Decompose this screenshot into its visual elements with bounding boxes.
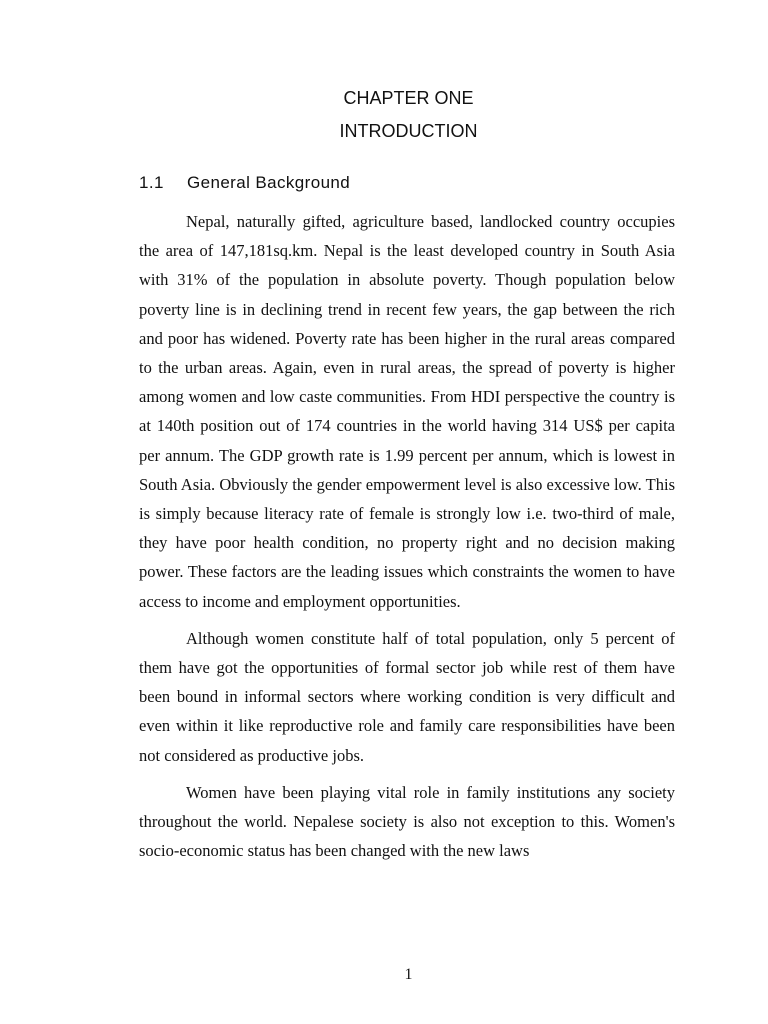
body-text xyxy=(139,207,675,873)
section-number: 1.1 xyxy=(139,173,164,192)
chapter-title: INTRODUCTION xyxy=(339,121,478,141)
page-number: 1 xyxy=(404,966,413,983)
chapter-label: CHAPTER ONE xyxy=(343,88,474,108)
paragraph-1: Nepal, naturally gifted, agriculture based, landlocked country occupies the area of 147,181sq.km. Nepal is the least developed country in South Asia with 31% of the population in absolute poverty. Though population below poverty line is in declining trend in recent few years, the gap between the rich and poor has widened. Poverty rate has been higher in the rural areas compared to the urban areas. Again, even in rural areas, the spread of poverty is higher among women and low caste communities. From HDI perspective the country is at 140th position out of 174 countries in the world having 314 US$ per capita per annum. The GDP growth rate is 1.99 percent per annum, which is lowest in South Asia. Obviously the gender empowerment level is also excessive low. This is simply because literacy rate of female is strongly low i.e. two-third of male, they have poor health condition, no property right and no decision making power. These factors are the leading issues which constraints the women to have access to income and employment opportunities. xyxy=(139,212,675,611)
paragraph-2: Although women constitute half of total population, only 5 percent of them have got the opportunities of formal sector job while rest of them have been bound in informal sectors where working condition is very difficult and even within it like reproductive role and family care responsibilities have been not considered as productive jobs. xyxy=(139,628,675,765)
section-heading xyxy=(139,173,350,193)
section-title: General Background xyxy=(187,173,351,192)
paragraph-3: Women have been playing vital role in family institutions any society throughout the world. Nepalese society is also not exception to this. Women's socio-economic status has been changed with the new laws xyxy=(139,782,675,861)
